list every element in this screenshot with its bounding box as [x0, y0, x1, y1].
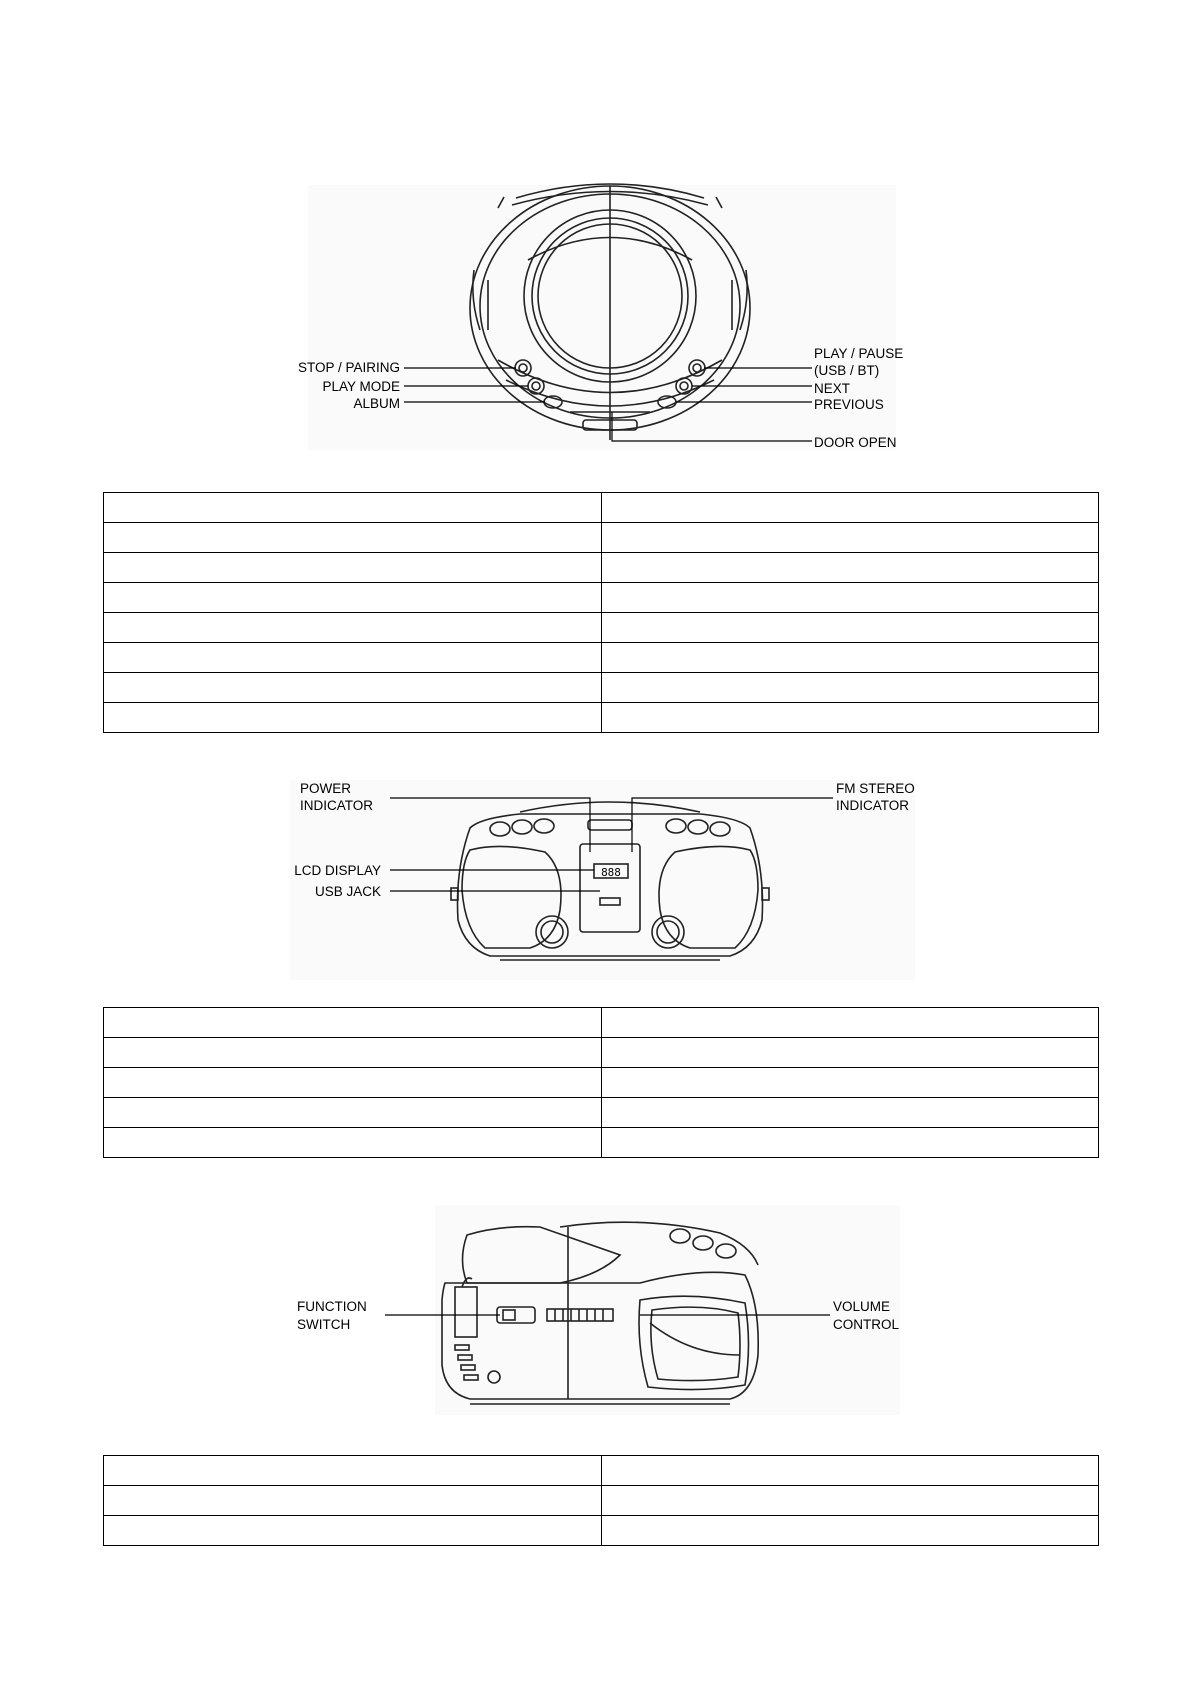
function-switch-label-line1: FUNCTION: [297, 1299, 367, 1314]
volume-control-label-line2: CONTROL: [833, 1317, 900, 1332]
usb-jack-label: USB JACK: [314, 884, 381, 899]
table-row: [104, 673, 1099, 703]
table-row: [104, 643, 1099, 673]
table-row: [104, 493, 1099, 523]
table-cell: [602, 1128, 1099, 1158]
table-row: [104, 1098, 1099, 1128]
door-open-label: DOOR OPEN: [814, 435, 897, 450]
table-cell: [602, 1038, 1099, 1068]
table-row: [104, 703, 1099, 733]
table-cell: [104, 493, 602, 523]
front-view-figure: [0, 770, 1191, 980]
fm-stereo-label-line2: INDICATOR: [836, 798, 910, 813]
table-cell: [104, 1516, 602, 1546]
table-cell: [104, 1008, 602, 1038]
table-cell: [602, 493, 1099, 523]
table-cell: [104, 643, 602, 673]
table-row: [104, 1516, 1099, 1546]
table-cell: [104, 523, 602, 553]
table-cell: [104, 1128, 602, 1158]
table-row: [104, 553, 1099, 583]
table-cell: [602, 613, 1099, 643]
table-cell: [104, 1038, 602, 1068]
front-view-table: [103, 1007, 1099, 1158]
table-cell: [104, 1068, 602, 1098]
play-pause-label-line1: PLAY / PAUSE: [814, 346, 904, 361]
table-cell: [104, 1098, 602, 1128]
table-row: [104, 523, 1099, 553]
front-view-drawing: [0, 770, 1191, 980]
play-pause-label-line2: (USB / BT): [814, 363, 880, 378]
play-mode-label: PLAY MODE: [322, 379, 400, 394]
table-cell: [104, 1486, 602, 1516]
table-cell: [602, 1516, 1099, 1546]
table-cell: [104, 1456, 602, 1486]
table-cell: [602, 643, 1099, 673]
volume-control-label-line1: VOLUME: [833, 1299, 891, 1314]
table-cell: [602, 1486, 1099, 1516]
top-view-figure: [0, 0, 1191, 460]
table-row: [104, 613, 1099, 643]
table-cell: [104, 703, 602, 733]
side-view-drawing: [0, 1205, 1191, 1415]
table-row: [104, 1038, 1099, 1068]
table-cell: [602, 583, 1099, 613]
table-cell: [602, 673, 1099, 703]
table-cell: [602, 523, 1099, 553]
lcd-display-label: LCD DISPLAY: [294, 863, 381, 878]
table-cell: [602, 1456, 1099, 1486]
top-view-table: [103, 492, 1099, 733]
table-row: [104, 583, 1099, 613]
side-view-figure: [0, 1205, 1191, 1415]
table-row: [104, 1486, 1099, 1516]
album-label: ALBUM: [353, 396, 400, 411]
table-row: [104, 1128, 1099, 1158]
table-cell: [602, 553, 1099, 583]
top-view-drawing: [0, 0, 1191, 460]
stop-pairing-label: STOP / PAIRING: [297, 360, 400, 375]
side-view-table: [103, 1455, 1099, 1546]
lcd-digits: 888: [601, 866, 621, 879]
table-cell: [602, 1008, 1099, 1038]
fm-stereo-label-line1: FM STEREO: [836, 781, 915, 796]
table-row: [104, 1068, 1099, 1098]
previous-label: PREVIOUS: [814, 397, 884, 412]
table-row: [104, 1456, 1099, 1486]
table-row: [104, 1008, 1099, 1038]
function-switch-label-line2: SWITCH: [297, 1317, 351, 1332]
power-indicator-label-line2: INDICATOR: [300, 798, 374, 813]
table-cell: [104, 583, 602, 613]
table-cell: [602, 1068, 1099, 1098]
table-cell: [104, 613, 602, 643]
table-cell: [104, 673, 602, 703]
table-cell: [104, 553, 602, 583]
table-cell: [602, 1098, 1099, 1128]
power-indicator-label-line1: POWER: [300, 781, 352, 796]
table-cell: [602, 703, 1099, 733]
next-label: NEXT: [814, 381, 851, 396]
